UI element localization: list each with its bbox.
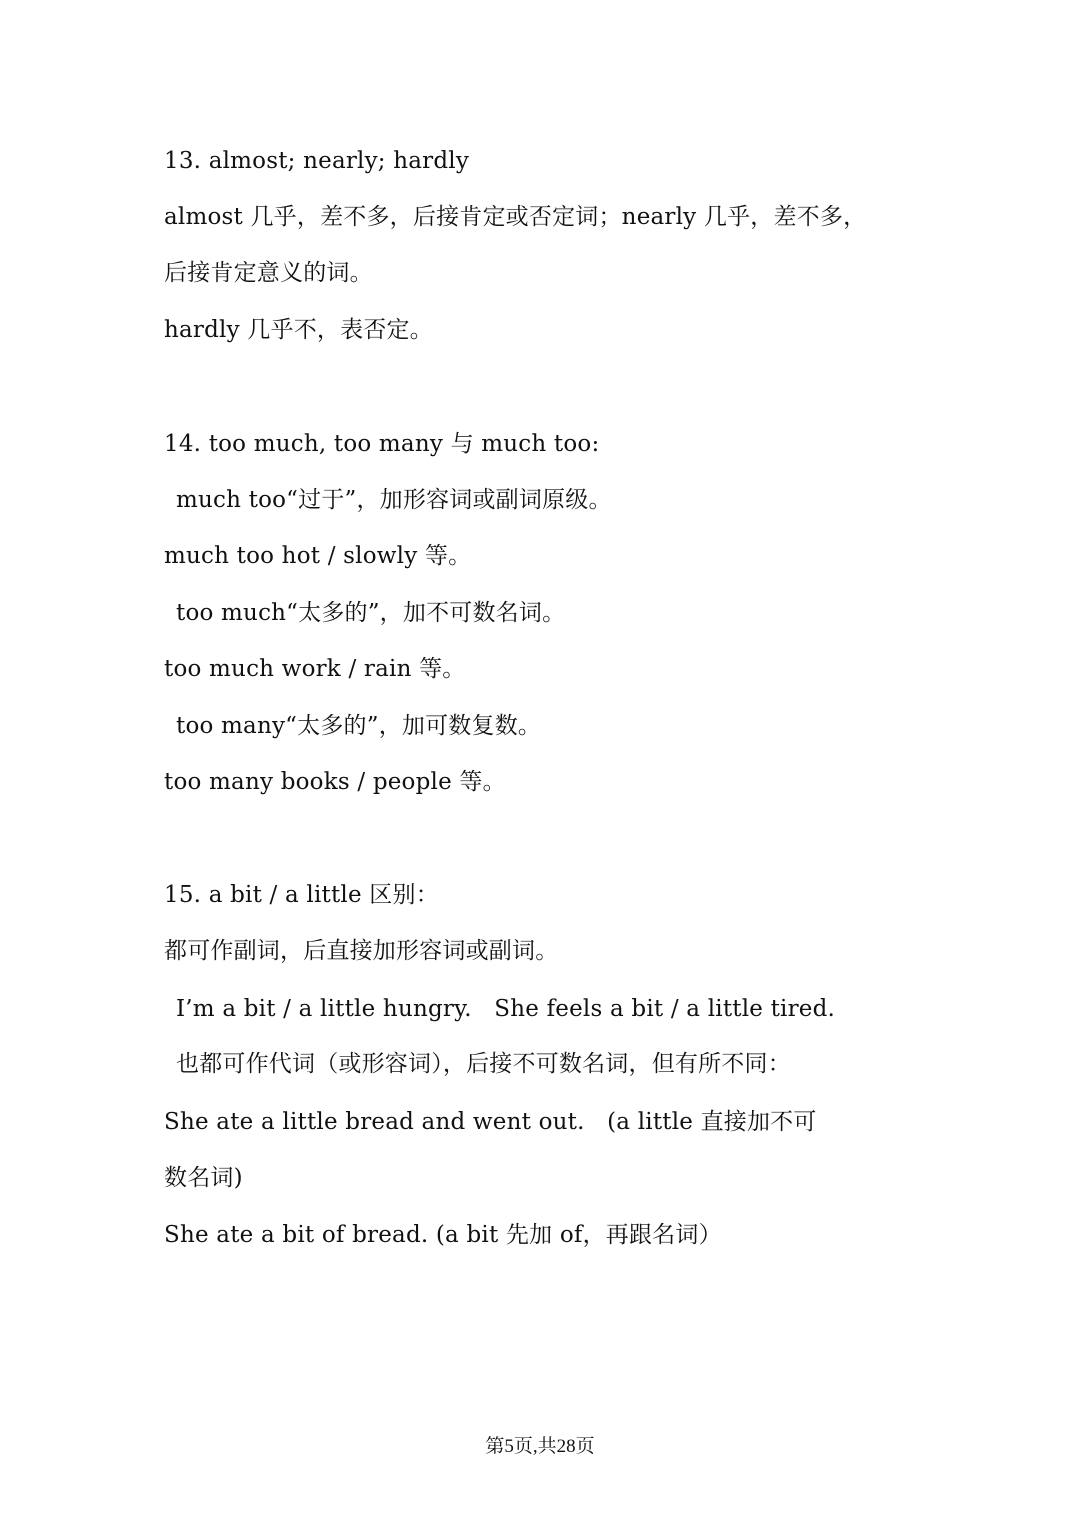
section-14-line-4: too much work / rain 等。	[164, 656, 466, 682]
section-15-heading: 15. a bit / a little 区别：	[164, 882, 439, 908]
section-15-line-2: I’m a bit / a little hungry. She feels a bit / a little tired.	[176, 996, 836, 1022]
section-14-line-6: too many books / people 等。	[164, 769, 506, 795]
section-14-line-1: much too“过于”，加形容词或副词原级。	[176, 487, 612, 513]
section-15-line-3: 也都可作代词（或形容词），后接不可数名词，但有所不同：	[176, 1051, 791, 1077]
section-13-heading: 13. almost; nearly; hardly	[164, 148, 470, 174]
section-13-line-1: almost 几乎，差不多，后接肯定或否定词；nearly 几乎，差不多，	[164, 204, 867, 230]
section-13-line-2: 后接肯定意义的词。	[164, 260, 373, 286]
section-15-line-5: 数名词)	[164, 1165, 243, 1191]
section-15-line-6: She ate a bit of bread. (a bit 先加 of，再跟名词）	[164, 1222, 722, 1248]
section-13-line-3: hardly 几乎不，表否定。	[164, 317, 433, 343]
page-number-footer: 第5页,共28页	[485, 1436, 595, 1457]
section-15-line-4: She ate a little bread and went out. (a little 直接加不可	[164, 1109, 817, 1135]
section-14-line-2: much too hot / slowly 等。	[164, 543, 472, 569]
section-14-line-3: too much“太多的”，加不可数名词。	[176, 600, 566, 626]
section-14-line-5: too many“太多的”，加可数复数。	[176, 713, 542, 739]
section-14-heading: 14. too much, too many 与 much too:	[164, 431, 600, 457]
section-15-line-1: 都可作副词，后直接加形容词或副词。	[164, 938, 559, 964]
